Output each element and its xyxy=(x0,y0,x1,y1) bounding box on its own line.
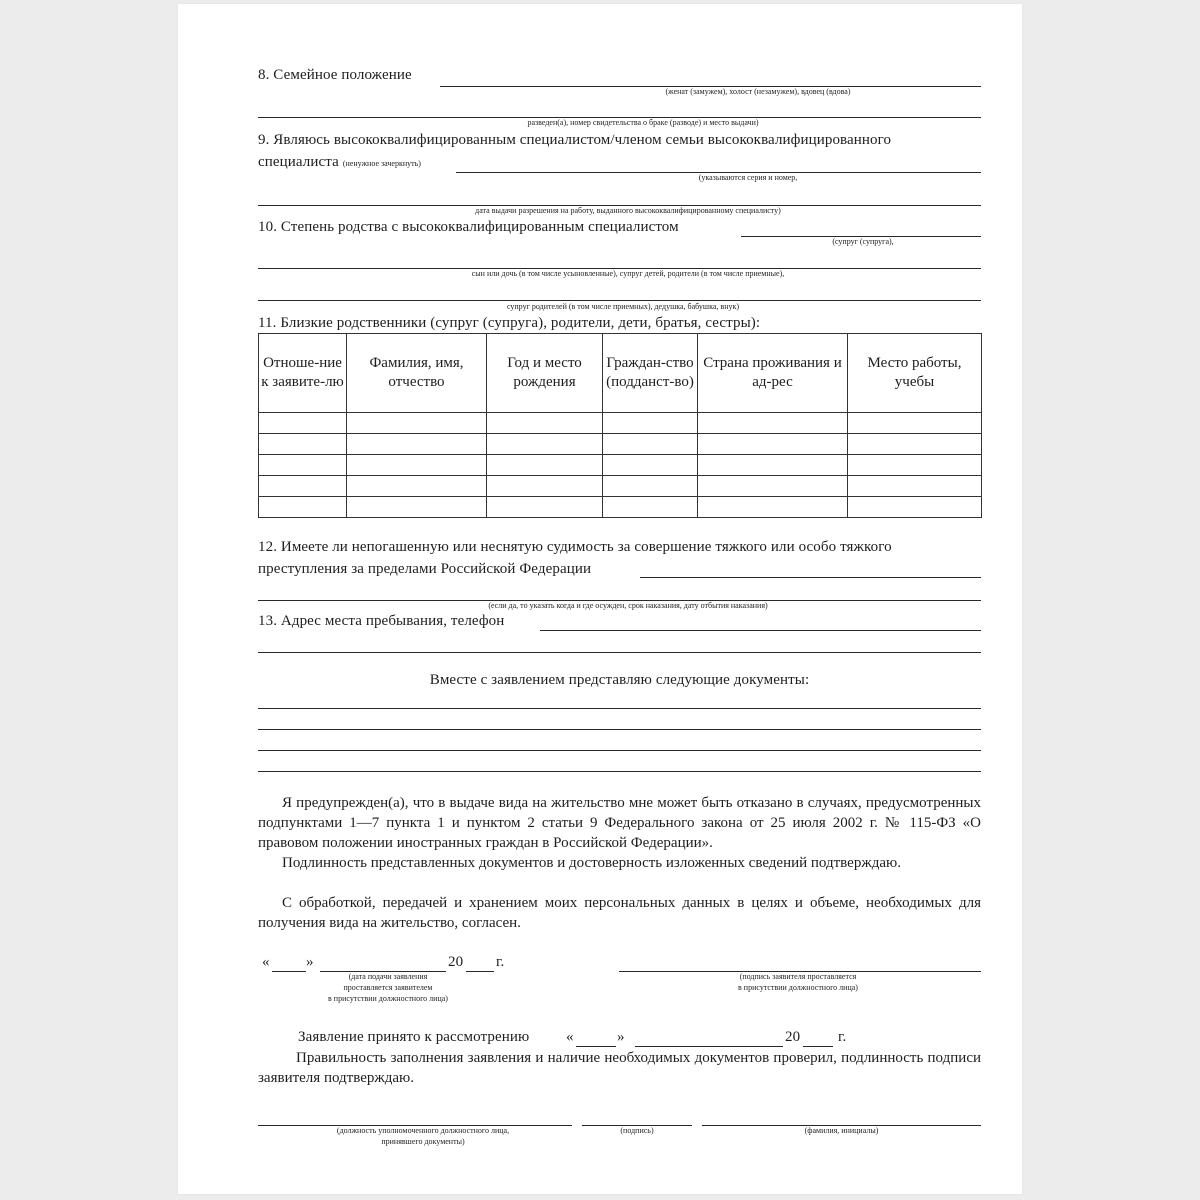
table-cell[interactable] xyxy=(848,476,982,497)
table-cell[interactable] xyxy=(848,413,982,434)
table-cell[interactable] xyxy=(603,497,698,518)
item8-label: 8. Семейное положение xyxy=(258,67,412,83)
item12-line1: 12. Имеете ли непогашенную или неснятую судимость за совершение тяжкого или особо тяжкого xyxy=(258,539,892,555)
table-cell[interactable] xyxy=(259,455,347,476)
date-quote-close: » xyxy=(306,954,314,970)
item10-hint3: супруг родителей (в том числе приемных), дедушка, бабушка, внук) xyxy=(506,302,740,311)
date-hint2: проставляется заявителем xyxy=(343,983,433,992)
table-row xyxy=(259,455,982,476)
item9-hint1: (указываются серия и номер, xyxy=(698,173,798,182)
table-cell[interactable] xyxy=(259,413,347,434)
signature-hint: (подпись) xyxy=(620,1126,654,1135)
relatives-table xyxy=(258,333,982,518)
header-work-study: Место работы, учебы xyxy=(848,334,982,413)
item11-label: 11. Близкие родственники (супруг (супруга), родители, дети, братья, сестры): xyxy=(258,315,761,331)
table-row xyxy=(259,434,982,455)
table-cell[interactable] xyxy=(347,455,487,476)
table-cell[interactable] xyxy=(487,476,603,497)
table-cell[interactable] xyxy=(848,497,982,518)
table-row xyxy=(259,497,982,518)
table-cell[interactable] xyxy=(487,434,603,455)
item10-hint2: сын или дочь (в том числе усыновленные), супруг детей, родители (в том числе приемные), xyxy=(471,269,785,278)
item9-line2: специалиста xyxy=(258,154,339,170)
table-cell[interactable] xyxy=(259,434,347,455)
warning-paragraph: Я предупрежден(а), что в выдаче вида на жительство мне может быть отказано в случаях, предусмотренных подпунктами 1—7 пункта 1 и пунктом 2 статьи 9 Федерального закона от 25 июля 2002 г. № 115-ФЗ «О правовом положении иностранных граждан в Российской Федерации». xyxy=(258,795,981,851)
documents-line-2[interactable] xyxy=(258,729,981,730)
item9-line1: 9. Являюсь высококвалифицированным специалистом/членом семьи высококвалифицированного xyxy=(258,132,892,148)
table-cell[interactable] xyxy=(487,413,603,434)
item8-hint1: (женат (замужем), холост (незамужем), вдовец (вдова) xyxy=(665,87,851,96)
table-cell[interactable] xyxy=(848,434,982,455)
item10-field-line-3[interactable] xyxy=(258,300,981,301)
header-full-name: Фамилия, имя, отчество xyxy=(347,334,487,413)
acceptance-quote-open: « xyxy=(566,1029,574,1045)
table-cell[interactable] xyxy=(848,455,982,476)
acceptance-year-suffix: г. xyxy=(838,1029,847,1045)
item12-hint: (если да, то указать когда и где осужден, срок наказания, дату отбытия наказания) xyxy=(488,601,768,610)
documents-line-3[interactable] xyxy=(258,750,981,751)
table-cell[interactable] xyxy=(698,434,848,455)
name-hint: (фамилия, инициалы) xyxy=(804,1126,879,1135)
table-cell[interactable] xyxy=(347,497,487,518)
acceptance-month-line[interactable] xyxy=(635,1046,783,1047)
acceptance-year-prefix: 20 xyxy=(785,1029,801,1045)
table-cell[interactable] xyxy=(698,476,848,497)
table-row xyxy=(259,476,982,497)
table-cell[interactable] xyxy=(603,434,698,455)
relatives-table-header xyxy=(259,334,982,413)
item12-line2: преступления за пределами Российской Федерации xyxy=(258,561,592,577)
position-hint2: принявшего документы) xyxy=(381,1137,465,1146)
date-hint1: (дата подачи заявления xyxy=(348,972,428,981)
table-cell[interactable] xyxy=(698,413,848,434)
table-cell[interactable] xyxy=(347,434,487,455)
item9-line2-wrap xyxy=(258,153,421,171)
item13-label: 13. Адрес места пребывания, телефон xyxy=(258,613,505,629)
table-cell[interactable] xyxy=(698,497,848,518)
consent-paragraph: С обработкой, передачей и хранением моих персональных данных в целях и объеме, необходимых для получения вида на жительство, согласен. xyxy=(258,895,981,931)
acceptance-day-line[interactable] xyxy=(576,1046,616,1047)
item13-field-line-2[interactable] xyxy=(258,652,981,653)
documents-line-4[interactable] xyxy=(258,771,981,772)
table-cell[interactable] xyxy=(259,497,347,518)
header-citizenship: Граждан-ство (подданст-во) xyxy=(603,334,698,413)
date-year-suffix: г. xyxy=(496,954,505,970)
acceptance-year-line[interactable] xyxy=(803,1046,833,1047)
item8-hint2: разведен(а), номер свидетельства о браке (разводе) и место выдачи) xyxy=(527,118,759,127)
date-hint3: в присутствии должностного лица) xyxy=(328,994,448,1003)
item10-hint1: (супруг (супруга), xyxy=(832,237,894,246)
date-year-prefix: 20 xyxy=(448,954,464,970)
table-cell[interactable] xyxy=(698,455,848,476)
acceptance-check: Правильность заполнения заявления и наличие необходимых документов проверил, подлинность подписи заявителя подтверждаю. xyxy=(258,1050,981,1086)
documents-heading: Вместе с заявлением представляю следующие документы: xyxy=(429,672,810,688)
table-row xyxy=(259,413,982,434)
table-cell[interactable] xyxy=(487,497,603,518)
table-cell[interactable] xyxy=(347,476,487,497)
table-cell[interactable] xyxy=(347,413,487,434)
header-birth: Год и место рождения xyxy=(487,334,603,413)
table-cell[interactable] xyxy=(603,413,698,434)
documents-line-1[interactable] xyxy=(258,708,981,709)
item13-field-line[interactable] xyxy=(540,630,981,631)
sign-hint1: (подпись заявителя проставляется xyxy=(739,972,857,981)
header-country-address: Страна проживания и ад-рес xyxy=(698,334,848,413)
item12-field-line[interactable] xyxy=(640,577,981,578)
header-relation: Отноше-ние к заявите-лю xyxy=(259,334,347,413)
form-page xyxy=(178,4,1022,1194)
acceptance-label: Заявление принято к рассмотрению xyxy=(298,1029,530,1045)
authenticity-paragraph: Подлинность представленных документов и достоверность изложенных сведений подтверждаю. xyxy=(282,855,901,871)
item9-note: (ненужное зачеркнуть) xyxy=(342,159,421,168)
item9-hint2: дата выдачи разрешения на работу, выданного высококвалифицированному специалисту) xyxy=(475,206,781,215)
date-quote-open: « xyxy=(262,954,270,970)
item10-label: 10. Степень родства с высококвалифицированным специалистом xyxy=(258,219,679,235)
table-cell[interactable] xyxy=(487,455,603,476)
table-cell[interactable] xyxy=(603,476,698,497)
acceptance-quote-close: » xyxy=(617,1029,625,1045)
sign-hint2: в присутствии должностного лица) xyxy=(738,983,858,992)
table-cell[interactable] xyxy=(259,476,347,497)
position-hint1: (должность уполномоченного должностного лица, xyxy=(336,1126,510,1135)
table-cell[interactable] xyxy=(603,455,698,476)
